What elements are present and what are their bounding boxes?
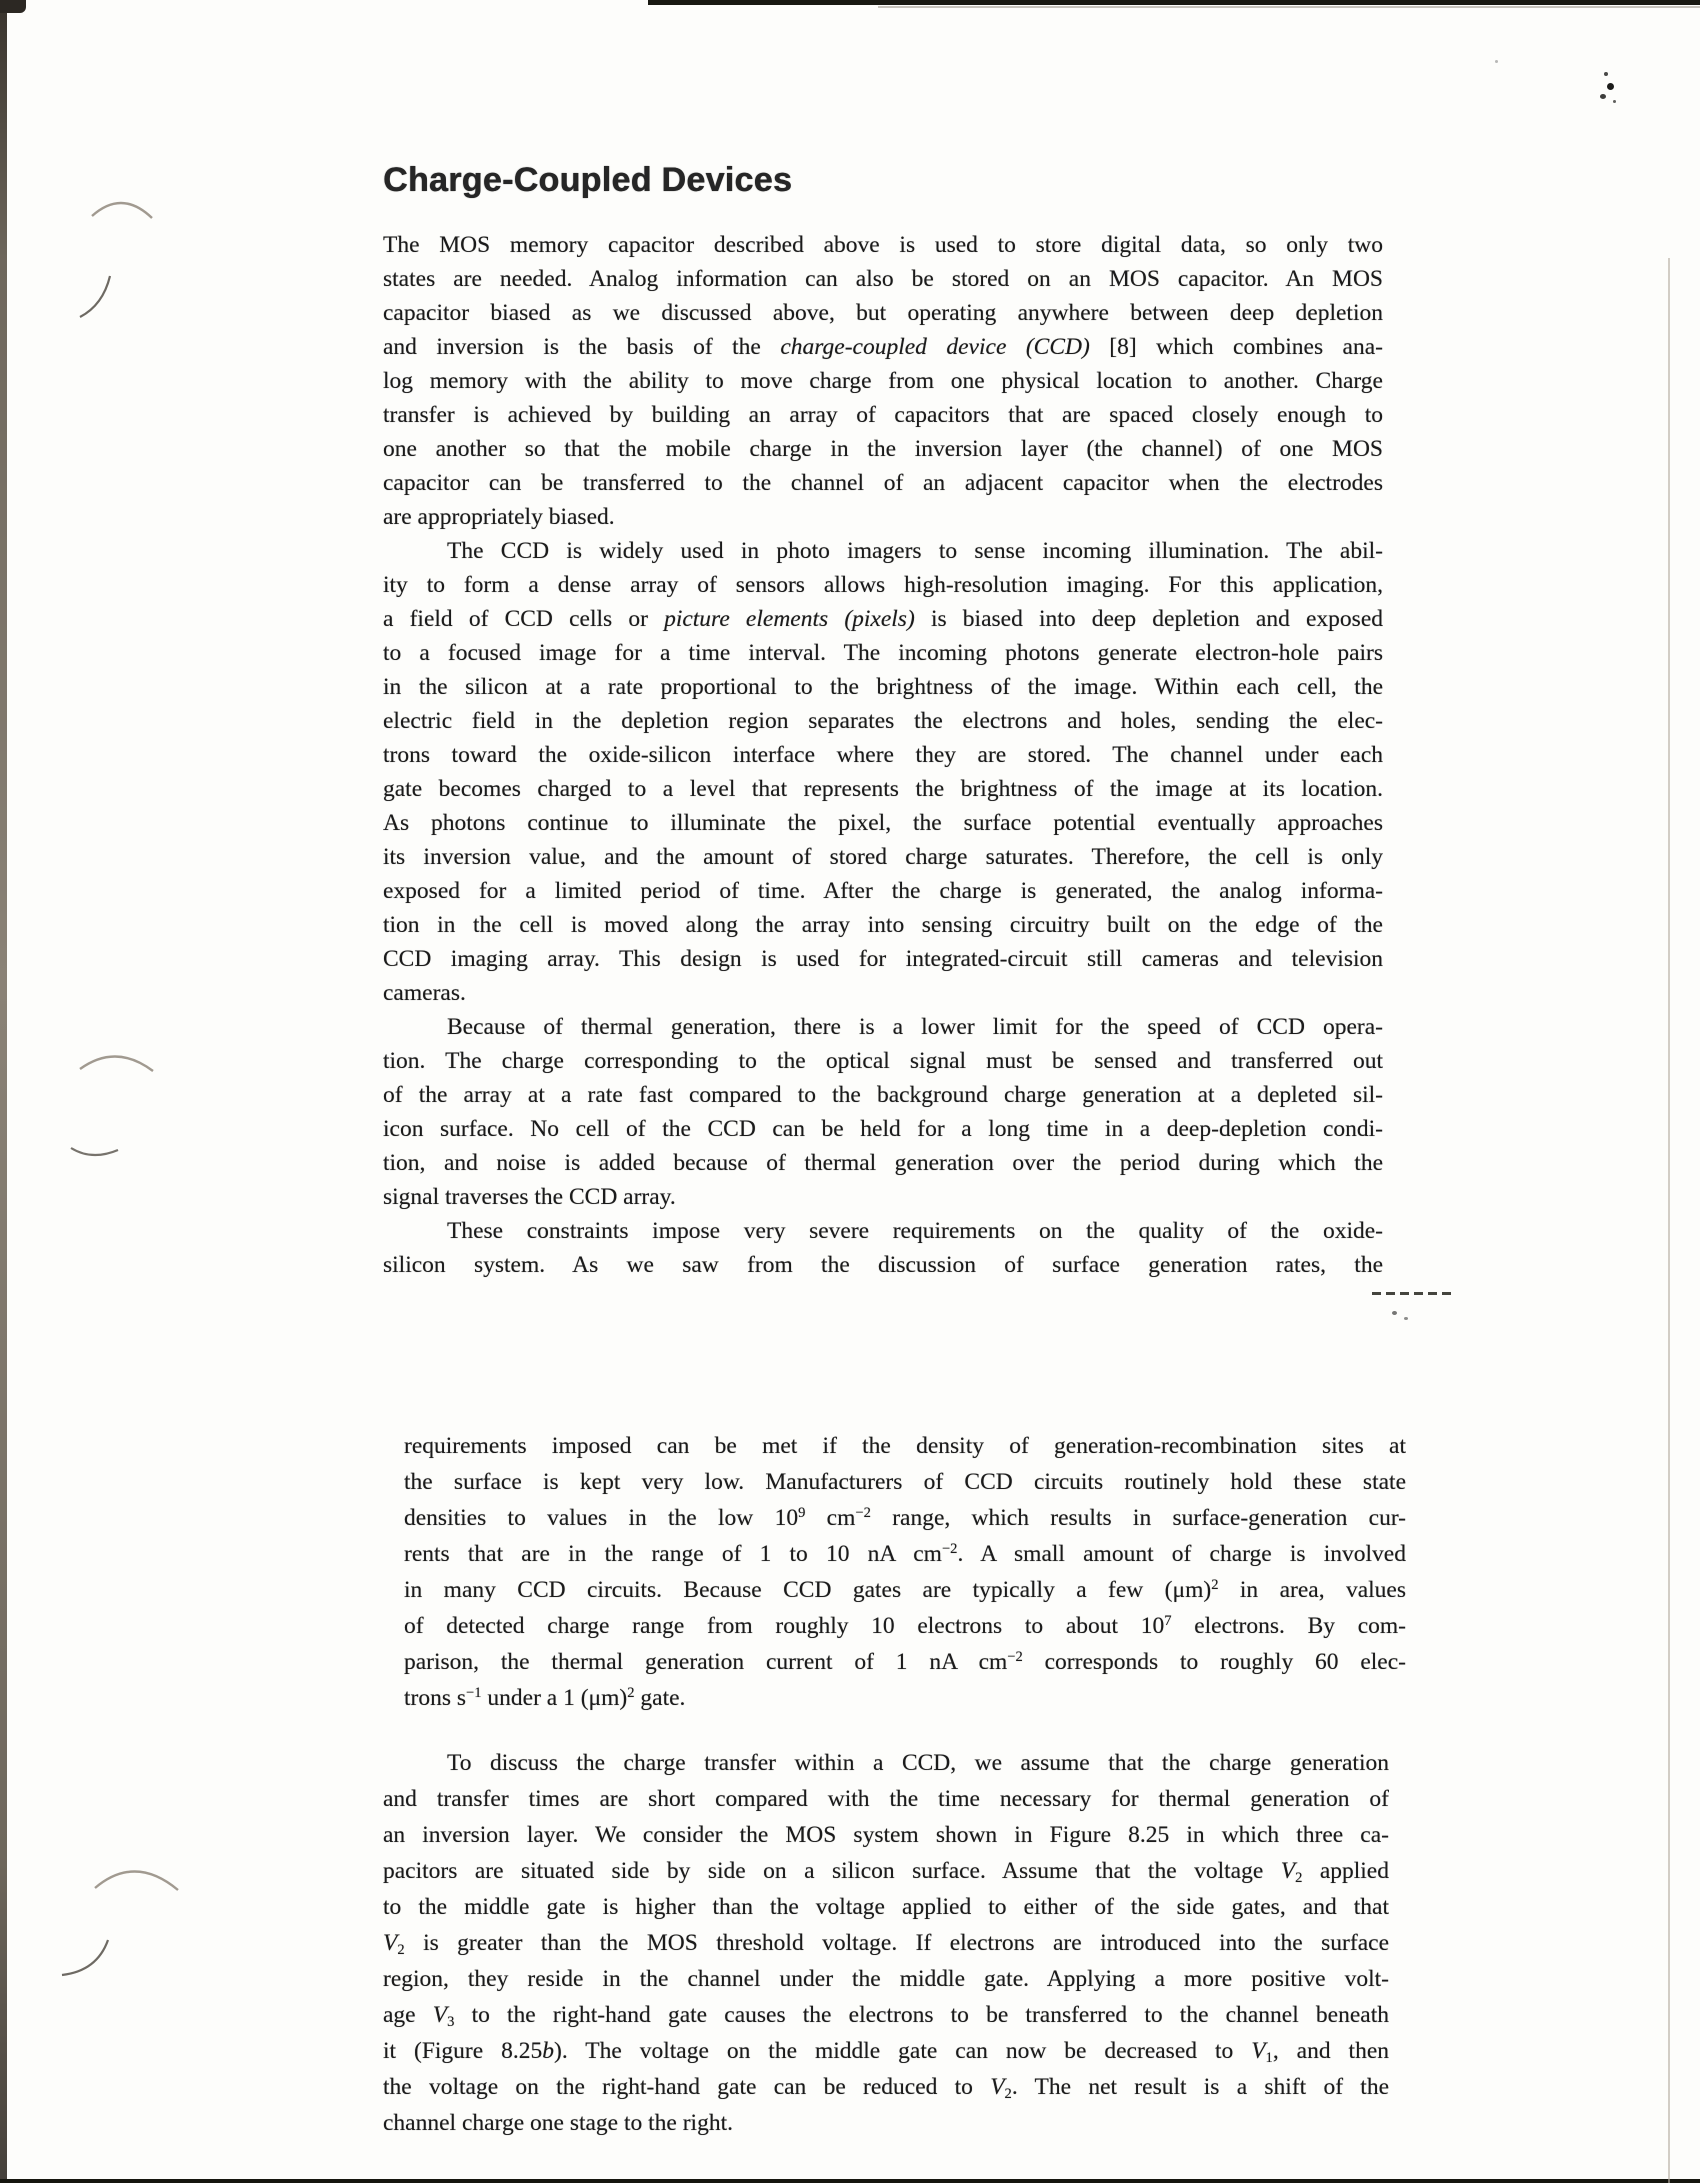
text-line: one another so that the mobile charge in the inversion layer (the channel) of one MOS (383, 436, 1383, 462)
paragraph (383, 228, 1383, 534)
text-line: a field of CCD cells or picture elements (pixels) is biased into deep depletion and exposed (383, 606, 1383, 632)
superscript: −2 (941, 1541, 958, 1557)
superscript: −1 (466, 1685, 482, 1701)
text-line: tion. The charge corresponding to the optical signal must be sensed and transferred out (383, 1048, 1383, 1074)
ink-speck (1600, 94, 1606, 99)
text-line: capacitor biased as we discussed above, but operating anywhere between deep depletion (383, 300, 1383, 326)
subscript: 3 (447, 2014, 455, 2031)
superscript: 7 (1164, 1613, 1172, 1629)
text-line: in the silicon at a rate proportional to the brightness of the image. Within each cell, the (383, 674, 1383, 700)
superscript: −2 (855, 1505, 871, 1521)
text-line: log memory with the ability to move charge from one physical location to another. Charge (383, 368, 1383, 394)
text-line: tion, and noise is added because of thermal generation over the period during which the (383, 1150, 1383, 1176)
text-line: signal traverses the CCD array. (383, 1184, 676, 1210)
text-line: icon surface. No cell of the CCD can be held for a long time in a deep-depletion condi- (383, 1116, 1383, 1142)
text-line: trons $s^{-1}$ under a 1 $(\mu m)^2$ gate. (404, 1685, 686, 1711)
text-line: its inversion value, and the amount of stored charge saturates. Therefore, the cell is only (383, 844, 1383, 870)
page-title: Charge-Coupled Devices (383, 161, 793, 199)
subscript: 2 (397, 1942, 405, 1959)
text-line: an inversion layer. We consider the MOS system shown in Figure 8.25 in which three ca- (383, 1822, 1389, 1848)
scan-edge-left-strip (0, 0, 7, 2183)
subscript: 2 (1295, 1870, 1303, 1887)
ink-speck (1404, 1317, 1408, 1320)
text-line: and inversion is the basis of the charge-coupled device (CCD) [8] which combines ana- (383, 334, 1383, 360)
text-line: exposed for a limited period of time. After the charge is generated, the analog informa- (383, 878, 1383, 904)
text-line: trons toward the oxide-silicon interface where they are stored. The channel under each (383, 742, 1383, 768)
scan-edge-corner-blob (0, 0, 26, 13)
text-line: to the middle gate is higher than the voltage applied to either of the side gates, and that (383, 1894, 1389, 1920)
text-line: cameras. (383, 980, 466, 1006)
italic-text: V (432, 2002, 448, 2028)
scan-edge-top-faint-line (878, 6, 1700, 8)
text-line: gate becomes charged to a level that represents the brightness of the image at its location. (383, 776, 1383, 802)
text-line: electric field in the depletion region separates the electrons and holes, sending the elec- (383, 708, 1383, 734)
text-line: rents that are in the range of 1 to 10 nA $cm^{-2}$. A small amount of charge is involved (404, 1541, 1406, 1567)
text-line: in many CCD circuits. Because CCD gates are typically a few $(\mu m)^2$ in area, values (404, 1577, 1406, 1603)
text-line: requirements imposed can be met if the density of generation-recombination sites at (404, 1433, 1406, 1459)
paragraph (383, 534, 1383, 1010)
paragraph (383, 1745, 1389, 2141)
italic-text: V (990, 2074, 1005, 2100)
text-line: densities to values in the low $10^9$ $cm^{-2}$ range, which results in surface-generation cur- (404, 1505, 1406, 1531)
ink-speck (1613, 100, 1616, 103)
italic-text: charge-coupled device (CCD) (780, 334, 1090, 360)
superscript: −2 (1007, 1649, 1023, 1665)
text-line: age V3 to the right-hand gate causes the electrons to be transferred to the channel beneath (383, 2002, 1389, 2031)
text-line: ity to form a dense array of sensors allows high-resolution imaging. For this application, (383, 572, 1383, 598)
text-line: and transfer times are short compared with the time necessary for thermal generation of (383, 1786, 1389, 1812)
subscript: 1 (1265, 2050, 1273, 2067)
ink-speck (1604, 72, 1608, 76)
text-line: the surface is kept very low. Manufacturers of CCD circuits routinely hold these state (404, 1469, 1406, 1495)
ink-speck (1495, 60, 1498, 63)
text-section-upper (383, 228, 1383, 1282)
text-line: it (Figure 8.25b). The voltage on the middle gate can now be decreased to V1, and then (383, 2038, 1389, 2067)
text-line: channel charge one stage to the right. (383, 2110, 733, 2136)
text-line: pacitors are situated side by side on a silicon surface. Assume that the voltage V2 applied (383, 1858, 1389, 1887)
italic-text: picture elements (pixels) (664, 606, 915, 632)
scan-edge-top-line (648, 0, 1700, 5)
italic-text: b (542, 2038, 555, 2064)
superscript: 2 (627, 1685, 635, 1701)
text-line: These constraints impose very severe requirements on the quality of the oxide- (447, 1218, 1383, 1244)
text-line: parison, the thermal generation current of 1 nA $cm^{-2}$ corresponds to roughly 60 elec- (404, 1649, 1406, 1675)
text-line: the voltage on the right-hand gate can be reduced to V2. The net result is a shift of the (383, 2074, 1389, 2103)
paragraph (383, 1214, 1383, 1282)
text-line: tion in the cell is moved along the array into sensing circuitry built on the edge of the (383, 912, 1383, 938)
paragraph (383, 1010, 1383, 1214)
ink-speck (1607, 83, 1614, 90)
paragraph (404, 1428, 1406, 1716)
text-line: capacitor can be transferred to the channel of an adjacent capacitor when the electrodes (383, 470, 1383, 496)
pencil-dash-mark (1372, 1292, 1452, 1295)
text-line: To discuss the charge transfer within a CCD, we assume that the charge generation (447, 1750, 1389, 1776)
text-line: The CCD is widely used in photo imagers to sense incoming illumination. The abil- (447, 538, 1383, 564)
text-line: Because of thermal generation, there is a lower limit for the speed of CCD opera- (447, 1014, 1383, 1040)
ink-speck (1392, 1311, 1397, 1315)
text-line: transfer is achieved by building an array of capacitors that are spaced closely enough to (383, 402, 1383, 428)
superscript: 9 (798, 1505, 806, 1521)
text-line: The MOS memory capacitor described above is used to store digital data, so only two (383, 232, 1383, 258)
italic-text: V (1251, 2038, 1266, 2064)
scan-edge-bottom-line (0, 2179, 1700, 2183)
text-line: of detected charge range from roughly 10 electrons to about $10^7$ electrons. By com- (404, 1613, 1406, 1639)
scan-edge-right-line (1668, 258, 1670, 2183)
text-line: states are needed. Analog information can also be stored on an MOS capacitor. An MOS (383, 266, 1383, 292)
text-line: of the array at a rate fast compared to the background charge generation at a depleted sil- (383, 1082, 1383, 1108)
text-line: region, they reside in the channel under the middle gate. Applying a more positive volt- (383, 1966, 1389, 1992)
subscript: 2 (1004, 2086, 1012, 2103)
text-section-middle (404, 1428, 1406, 1716)
text-line: are appropriately biased. (383, 504, 615, 530)
text-line: V2 is greater than the MOS threshold voltage. If electrons are introduced into the surface (383, 1930, 1389, 1959)
text-line: As photons continue to illuminate the pixel, the surface potential eventually approaches (383, 810, 1383, 836)
text-line: silicon system. As we saw from the discussion of surface generation rates, the (383, 1252, 1383, 1278)
text-line: to a focused image for a time interval. The incoming photons generate electron-hole pairs (383, 640, 1383, 666)
italic-text: V (383, 1930, 398, 1956)
text-section-lower (383, 1745, 1389, 2141)
superscript: 2 (1211, 1577, 1219, 1593)
italic-text: V (1280, 1858, 1296, 1884)
text-line: CCD imaging array. This design is used for integrated-circuit still cameras and television (383, 946, 1383, 972)
